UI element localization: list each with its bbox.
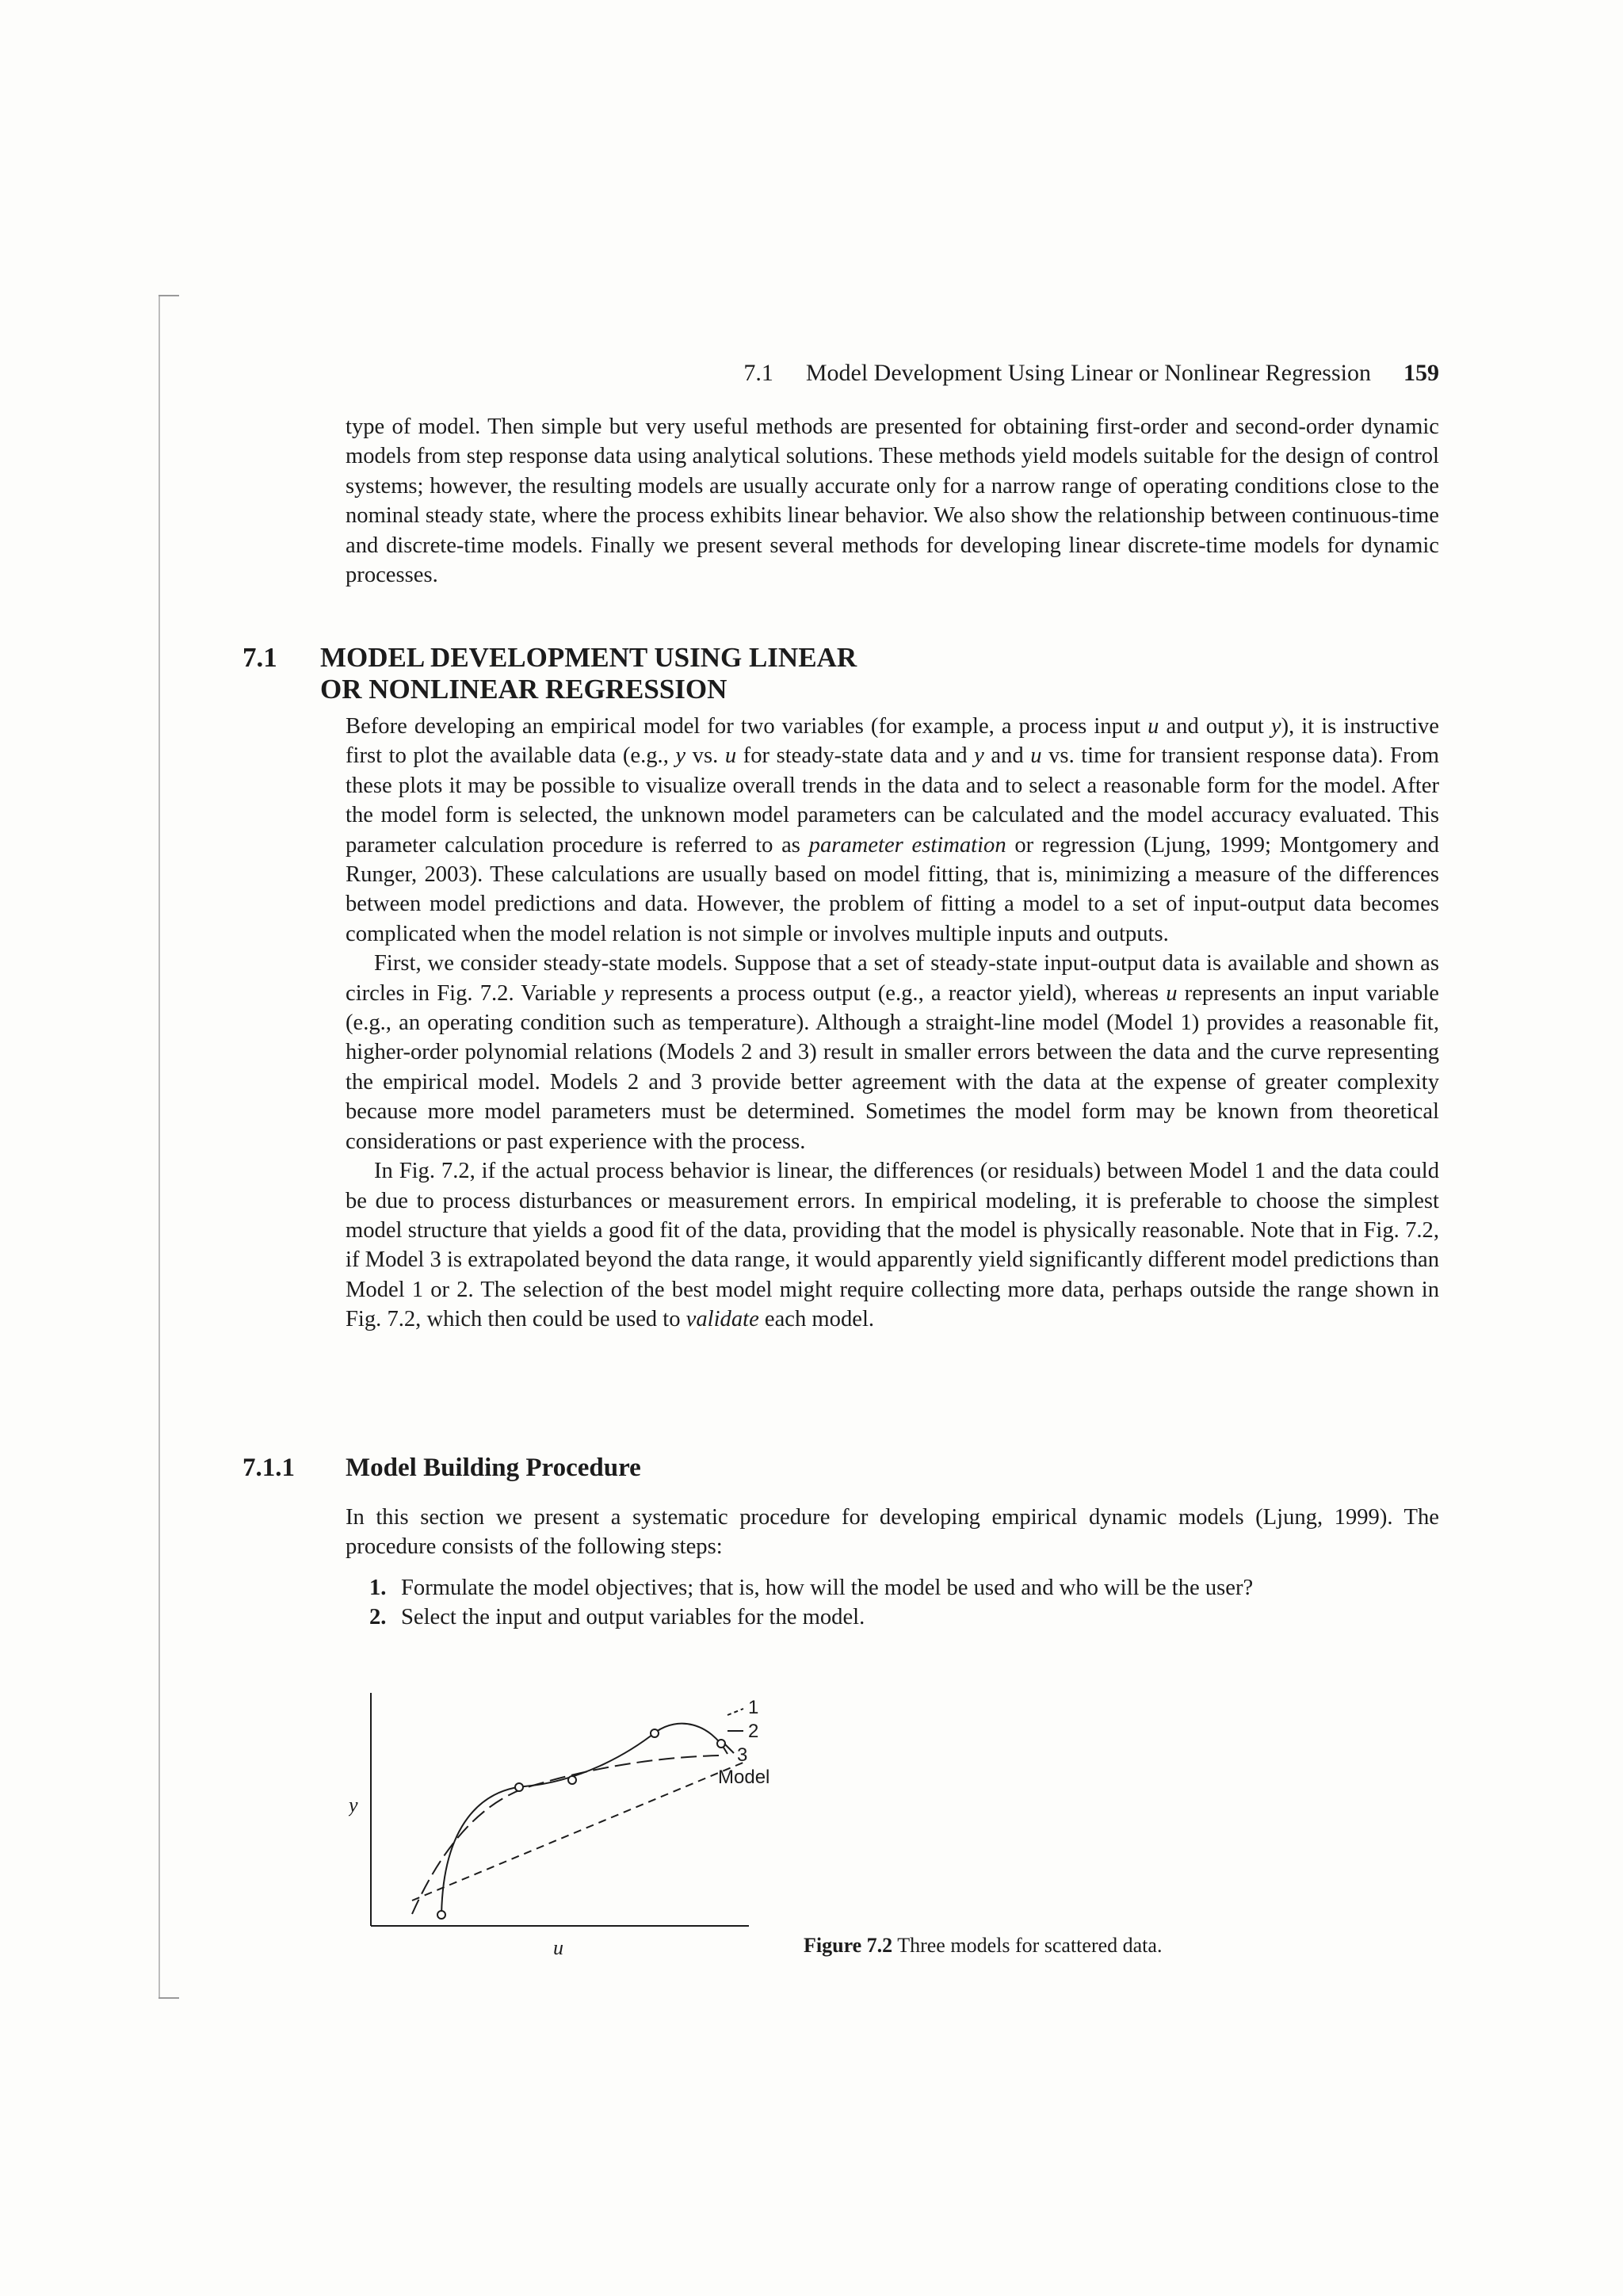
section-title-line2: OR NONLINEAR REGRESSION xyxy=(320,674,727,705)
data-point xyxy=(568,1776,576,1784)
figure-caption xyxy=(804,1934,1162,1958)
running-head-section: 7.1 xyxy=(743,360,773,386)
section-title xyxy=(320,642,954,705)
list-item: 2. Select the input and output variables for the model. xyxy=(369,1605,865,1630)
model-label-2: 2 xyxy=(748,1721,759,1742)
section-number: 7.1 xyxy=(242,642,277,673)
section-paragraph-3: In Fig. 7.2, if the actual process behavior is linear, the differences (or residuals) between Model 1 and the data could be due to process disturbances or measurement errors. In empirical modeling, it is preferable to choose the simplest model structure that yields a good fit of the data, providing that the model is physically reasonable. Note that in Fig. 7.2, if Model 3 is extrapolated beyond the data range, it would apparently yield significantly different model predictions than Model 1 or 2. The selection of the best model might require collecting more data, perhaps outside the range shown in Fig. 7.2, which then could be used to validate each model. xyxy=(346,1159,1439,1332)
figure-7-2 xyxy=(349,1688,792,1973)
y-axis-label: y xyxy=(349,1794,358,1817)
data-point xyxy=(651,1729,659,1737)
model-label-3: 3 xyxy=(737,1744,748,1766)
model-label-1: 1 xyxy=(748,1697,759,1718)
figure-caption-label: Figure 7.2 xyxy=(804,1934,893,1957)
list-item: 1. Formulate the model objectives; that is, how will the model be used and who will be the user? xyxy=(369,1575,1254,1600)
steps-list xyxy=(369,1573,1439,1633)
intro-paragraph: type of model. Then simple but very useful methods are presented for obtaining first-order and second-order dynamic models from step response data using analytical solutions. These methods yield models suitable for the design of control systems; however, the resulting models are usually accurate only for a narrow range of operating conditions close to the nominal steady state, where the process exhibits linear behavior. We also show the relationship between continuous-time and discrete-time models. Finally we present several methods for developing linear discrete-time models for dynamic processes. xyxy=(346,415,1439,588)
model-1-line xyxy=(412,1762,745,1901)
page-edge-left xyxy=(158,295,160,1997)
running-head xyxy=(682,360,1439,387)
section-paragraph-1: Before developing an empirical model for two variables (for example, a process input u and output y), it is instructive first to plot the available data (e.g., y vs. u for steady-state data and y and u vs. time for transient response data). From these plots it may be possible to visualize overall trends in the data and to select a reasonable form for the model. After the model form is selected, the unknown model parameters can be calculated and the model accuracy evaluated. This parameter calculation procedure is referred to as parameter estimation or regression (Ljung, 1999; Montgomery and Runger, 2003). These calculations are usually based on model fitting, that is, minimizing a measure of the differences between model predictions and data. However, the problem of fitting a model to a set of input-output data becomes complicated when the model relation is not simple or involves multiple inputs and outputs. xyxy=(346,714,1440,946)
model-word: Model xyxy=(718,1767,770,1788)
page-number: 159 xyxy=(1403,360,1439,386)
section-title-line1: MODEL DEVELOPMENT USING LINEAR xyxy=(320,642,857,673)
data-point xyxy=(437,1911,445,1919)
subsection-title: Model Building Procedure xyxy=(346,1454,641,1482)
running-head-title: Model Development Using Linear or Nonlinear Regression xyxy=(805,360,1371,386)
model-1-leader xyxy=(727,1709,743,1715)
data-point xyxy=(717,1740,725,1748)
figure-caption-text: Three models for scattered data. xyxy=(897,1934,1163,1957)
section-paragraph-2: First, we consider steady-state models. Suppose that a set of steady-state input-output data is available and shown as circles in Fig. 7.2. Variable y represents a process output (e.g., a reactor yield), whereas u represents an input variable (e.g., an operating condition such as temperature). Although a straight-line model (Model 1) provides a reasonable fit, higher-order polynomial relations (Models 2 and 3) result in smaller errors between the data and the curve representing the empirical model. Models 2 and 3 provide better agreement with the data at the expense of greater complexity because more model parameters must be determined. Sometimes the model form may be known from theoretical considerations or past experience with the process. xyxy=(346,951,1439,1154)
subsection-body xyxy=(346,1503,1439,1633)
page-edge-bottom xyxy=(158,1997,179,1999)
intro-block xyxy=(346,412,1439,590)
page-edge-top xyxy=(158,295,179,296)
subsection-number: 7.1.1 xyxy=(242,1454,295,1482)
subsection-paragraph: In this section we present a systematic procedure for developing empirical dynamic models (Ljung, 1999). The procedure consists of the following steps: xyxy=(346,1505,1439,1560)
data-point xyxy=(515,1783,523,1791)
model-3-curve xyxy=(441,1724,727,1918)
x-axis-label: u xyxy=(553,1936,563,1959)
section-body xyxy=(346,712,1439,1335)
